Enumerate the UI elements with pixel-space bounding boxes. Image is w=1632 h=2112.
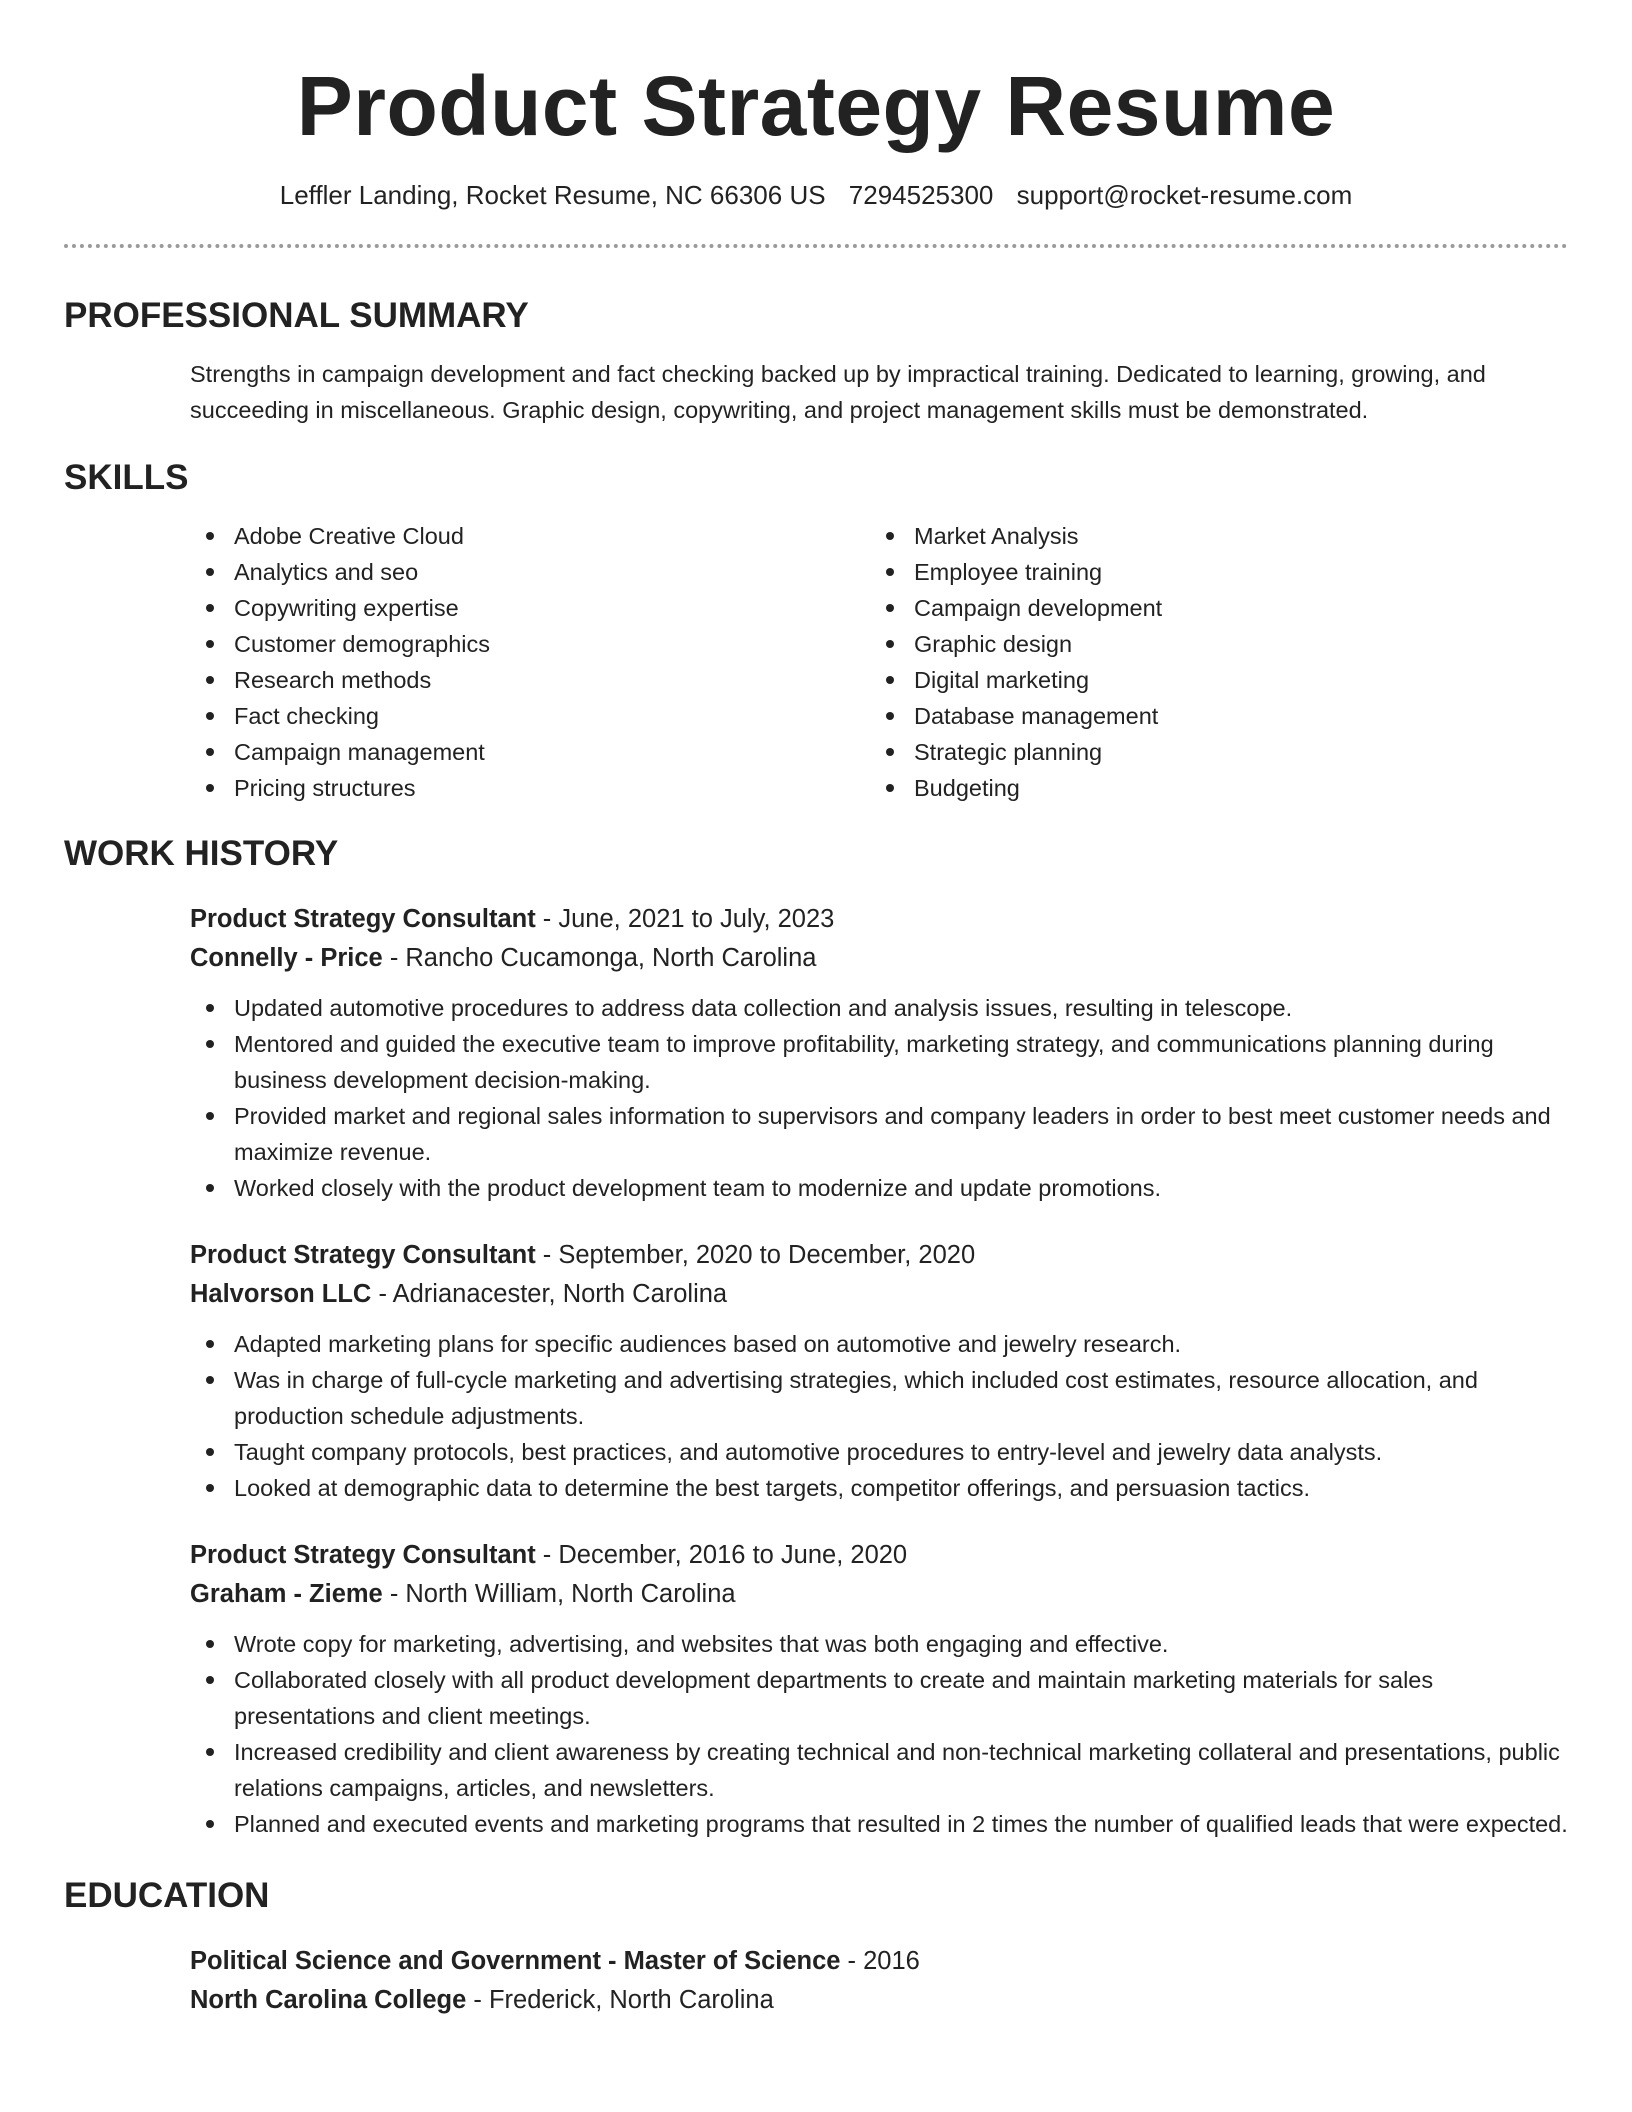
contact-line	[64, 178, 1568, 212]
summary-heading: PROFESSIONAL SUMMARY	[64, 296, 529, 335]
job-location: - North William, North Carolina	[382, 1580, 736, 1608]
job-company: Connelly - Price	[190, 944, 383, 972]
job-bullet: Planned and executed events and marketing programs that resulted in 2 times the number of qualified leads that were expected.	[190, 1806, 1568, 1842]
education-school-line	[190, 1981, 1568, 2020]
job-entry	[190, 1536, 1568, 1842]
job-bullet: Wrote copy for marketing, advertising, and websites that was both engaging and effective.	[190, 1626, 1568, 1662]
skill-item: Budgeting	[870, 770, 1550, 806]
skill-item: Graphic design	[870, 626, 1550, 662]
job-bullet: Updated automotive procedures to address data collection and analysis issues, resulting in telescope.	[190, 990, 1568, 1026]
skill-item: Campaign management	[190, 734, 870, 770]
skills-heading: SKILLS	[64, 458, 189, 497]
resume-title: Product Strategy Resume	[296, 59, 1336, 153]
skill-item: Pricing structures	[190, 770, 870, 806]
education-year: - 2016	[840, 1947, 920, 1975]
job-title: Product Strategy Consultant	[190, 1241, 536, 1269]
job-bullets	[190, 1326, 1568, 1506]
job-bullet: Taught company protocols, best practices, and automotive procedures to entry-level and jewelry data analysts.	[190, 1434, 1568, 1470]
job-title-line	[190, 900, 1568, 939]
job-entry	[190, 900, 1568, 1206]
skills-list	[190, 518, 1568, 806]
contact-phone: 7294525300	[848, 180, 994, 210]
job-bullet: Was in charge of full-cycle marketing and advertising strategies, which included cost estimates, resource allocation, and production schedule adjustments.	[190, 1362, 1568, 1434]
job-location: - Adrianacester, North Carolina	[371, 1280, 728, 1308]
skills-column-right	[870, 518, 1550, 806]
job-dates: - June, 2021 to July, 2023	[535, 905, 835, 933]
job-company: Halvorson LLC	[190, 1280, 372, 1308]
header-divider	[64, 244, 1568, 248]
skill-item: Database management	[870, 698, 1550, 734]
education-degree-line	[190, 1942, 1568, 1981]
skills-column-left	[190, 518, 870, 806]
education-location: - Frederick, North Carolina	[466, 1986, 774, 2014]
skill-item: Fact checking	[190, 698, 870, 734]
contact-email: support@rocket-resume.com	[1016, 180, 1353, 210]
skill-item: Customer demographics	[190, 626, 870, 662]
job-bullet: Increased credibility and client awareness by creating technical and non-technical marketing collateral and presentations, public relations campaigns, articles, and newsletters.	[190, 1734, 1568, 1806]
job-bullet: Adapted marketing plans for specific audiences based on automotive and jewelry research.	[190, 1326, 1568, 1362]
job-title-line	[190, 1536, 1568, 1575]
job-title-line	[190, 1236, 1568, 1275]
job-entry	[190, 1236, 1568, 1506]
job-bullets	[190, 1626, 1568, 1842]
education-entry	[64, 1942, 1568, 2020]
education-school: North Carolina College	[190, 1986, 467, 2014]
job-dates: - September, 2020 to December, 2020	[535, 1241, 976, 1269]
work-history-list	[64, 900, 1568, 1842]
skill-item: Analytics and seo	[190, 554, 870, 590]
skill-item: Research methods	[190, 662, 870, 698]
skill-item: Copywriting expertise	[190, 590, 870, 626]
job-title: Product Strategy Consultant	[190, 905, 536, 933]
summary-text: Strengths in campaign development and fact checking backed up by impractical training. Dedicated to learning, growing, and succeeding in miscellaneous. Graphic design, copywriting, and project management skills must be demonstrated.	[190, 361, 1486, 423]
job-company-line	[190, 1275, 1568, 1314]
job-bullet: Mentored and guided the executive team to improve profitability, marketing strategy, and communications planning during business development decision-making.	[190, 1026, 1568, 1098]
education-degree: Political Science and Government - Master of Science	[190, 1947, 841, 1975]
skill-item: Strategic planning	[870, 734, 1550, 770]
job-company-line	[190, 939, 1568, 978]
job-location: - Rancho Cucamonga, North Carolina	[382, 944, 817, 972]
job-bullet: Provided market and regional sales information to supervisors and company leaders in order to best meet customer needs and maximize revenue.	[190, 1098, 1568, 1170]
skill-item: Campaign development	[870, 590, 1550, 626]
skill-item: Market Analysis	[870, 518, 1550, 554]
work-history-heading: WORK HISTORY	[64, 834, 339, 873]
contact-address: Leffler Landing, Rocket Resume, NC 66306 US	[279, 180, 826, 210]
skill-item: Adobe Creative Cloud	[190, 518, 870, 554]
education-heading: EDUCATION	[64, 1876, 270, 1915]
skill-item: Digital marketing	[870, 662, 1550, 698]
skill-item: Employee training	[870, 554, 1550, 590]
job-company-line	[190, 1575, 1568, 1614]
job-bullet: Collaborated closely with all product development departments to create and maintain marketing materials for sales presentations and client meetings.	[190, 1662, 1568, 1734]
job-company: Graham - Zieme	[190, 1580, 383, 1608]
job-bullet: Looked at demographic data to determine the best targets, competitor offerings, and persuasion tactics.	[190, 1470, 1568, 1506]
job-title: Product Strategy Consultant	[190, 1541, 536, 1569]
job-bullets	[190, 990, 1568, 1206]
job-dates: - December, 2016 to June, 2020	[535, 1541, 908, 1569]
job-bullet: Worked closely with the product development team to modernize and update promotions.	[190, 1170, 1568, 1206]
